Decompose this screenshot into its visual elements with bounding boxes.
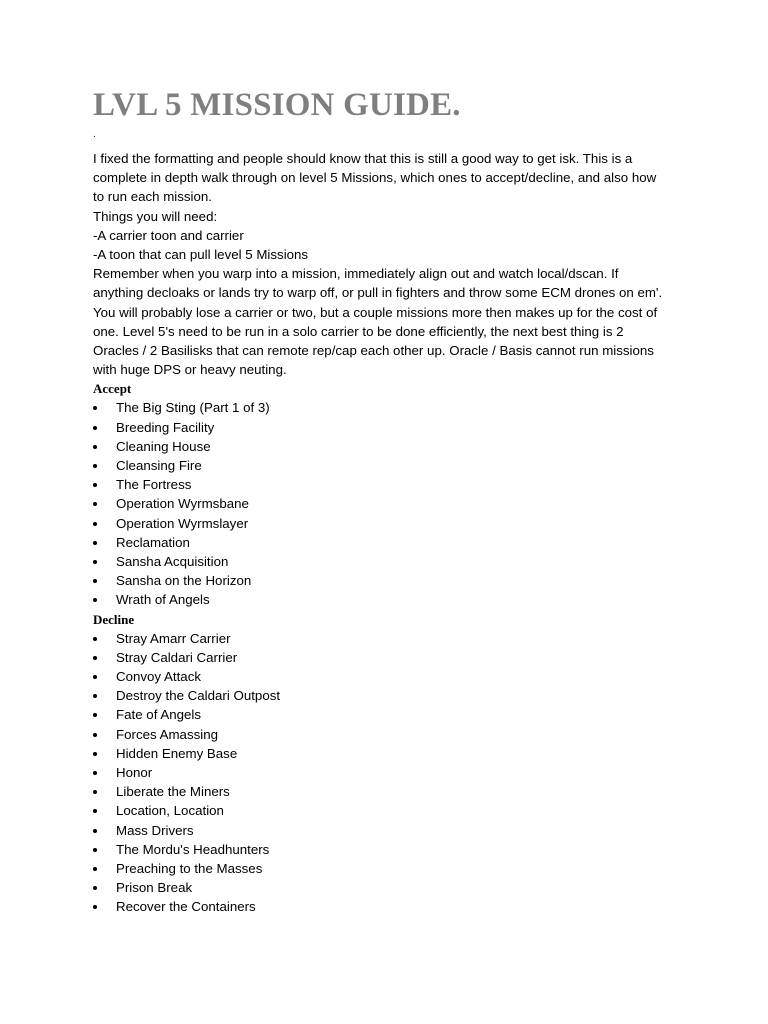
bullet-icon — [93, 897, 105, 916]
intro-line: Things you will need: — [93, 208, 218, 224]
mission-name: Cleansing Fire — [116, 458, 202, 473]
accept-list-item — [93, 398, 693, 417]
mission-name: Hidden Enemy Base — [116, 745, 238, 761]
bullet-icon — [93, 782, 105, 801]
decline-list-item — [93, 821, 693, 840]
accept-list-item — [93, 475, 693, 494]
accept-list-item — [93, 590, 693, 609]
decline-heading: Decline — [93, 611, 135, 627]
decline-list-item — [93, 763, 693, 782]
bullet-icon — [93, 571, 105, 590]
mission-name: Stray Amarr Carrier — [116, 630, 231, 646]
bullet-icon — [93, 686, 105, 705]
bullet-icon — [93, 494, 105, 513]
decline-list-item — [93, 648, 693, 667]
accept-list — [93, 398, 693, 609]
decline-list-item — [93, 801, 693, 820]
mission-name: Preaching to the Masses — [116, 860, 263, 876]
bullet-icon — [93, 821, 105, 840]
intro-line: anything decloaks or lands try to warp off, or pull in fighters and throw some ECM drones on em'. — [93, 285, 663, 301]
bullet-icon — [93, 763, 105, 782]
intro-line: one. Level 5's need to be run in a solo carrier to be done efficiently, the next best thing is 2 — [93, 323, 624, 339]
bullet-icon — [93, 859, 105, 878]
mission-name: Breeding Facility — [116, 419, 215, 435]
intro-line: -A carrier toon and carrier — [93, 227, 244, 243]
accept-list-item — [93, 437, 693, 456]
intro-line: complete in depth walk through on level 5 Missions, which ones to accept/decline, and also how — [93, 170, 657, 186]
mission-name: Wrath of Angels — [116, 592, 210, 608]
mission-name: Reclamation — [116, 534, 190, 550]
bullet-icon — [93, 456, 105, 475]
mission-name: Honor — [116, 765, 153, 780]
bullet-icon — [93, 514, 105, 533]
decline-list — [93, 629, 693, 917]
decline-list-item — [93, 725, 693, 744]
bullet-icon — [93, 418, 105, 437]
bullet-icon — [93, 725, 105, 744]
bullet-icon — [93, 648, 105, 667]
intro-line: You will probably lose a carrier or two, but a couple missions more then makes up for the cost of — [93, 304, 658, 320]
accept-list-item — [93, 533, 693, 552]
mission-name: Sansha on the Horizon — [116, 573, 252, 589]
page-title: LVL 5 MISSION GUIDE. — [93, 87, 461, 123]
intro-line: -A toon that can pull level 5 Missions — [93, 246, 309, 262]
stray-mark: . — [93, 129, 96, 140]
decline-list-item — [93, 686, 693, 705]
intro-line: Oracles / 2 Basilisks that can remote rep/cap each other up. Oracle / Basis cannot run missions — [93, 342, 654, 358]
bullet-icon — [93, 840, 105, 859]
mission-name: Mass Drivers — [116, 822, 194, 838]
intro-line: to run each mission. — [93, 189, 212, 205]
decline-list-item — [93, 859, 693, 878]
accept-list-item — [93, 494, 693, 513]
mission-name: Cleaning House — [116, 438, 211, 454]
intro-line: I fixed the formatting and people should know that this is still a good way to get isk. This is a — [93, 151, 633, 166]
mission-name: Convoy Attack — [116, 669, 201, 685]
mission-name: Location, Location — [116, 803, 224, 819]
mission-name: Forces Amassing — [116, 726, 218, 742]
accept-heading: Accept — [93, 381, 132, 397]
mission-name: The Mordu's Headhunters — [116, 841, 270, 857]
mission-name: Destroy the Caldari Outpost — [116, 688, 281, 704]
bullet-icon — [93, 801, 105, 820]
bullet-icon — [93, 590, 105, 609]
decline-list-item — [93, 744, 693, 763]
bullet-icon — [93, 705, 105, 724]
mission-name: The Fortress — [116, 477, 192, 493]
mission-name: Prison Break — [116, 880, 193, 896]
mission-name: Stray Caldari Carrier — [116, 649, 238, 665]
decline-list-item — [93, 705, 693, 724]
decline-list-item — [93, 782, 693, 801]
decline-list-item — [93, 629, 693, 648]
bullet-icon — [93, 744, 105, 763]
decline-list-item — [93, 878, 693, 897]
accept-list-item — [93, 552, 693, 571]
mission-name: Operation Wyrmsbane — [116, 496, 249, 512]
decline-list-item — [93, 897, 693, 916]
intro-line: Remember when you warp into a mission, immediately align out and watch local/dscan. If — [93, 266, 619, 282]
mission-name: Sansha Acquisition — [116, 553, 229, 569]
mission-name: The Big Sting (Part 1 of 3) — [116, 400, 270, 416]
document-body — [93, 149, 693, 917]
mission-name: Recover the Containers — [116, 899, 256, 915]
mission-name: Operation Wyrmslayer — [116, 515, 249, 531]
bullet-icon — [93, 629, 105, 648]
decline-list-item — [93, 667, 693, 686]
bullet-icon — [93, 667, 105, 686]
intro-line: with huge DPS or heavy neuting. — [93, 362, 287, 378]
bullet-icon — [93, 475, 105, 494]
bullet-icon — [93, 533, 105, 552]
decline-list-item — [93, 840, 693, 859]
accept-list-item — [93, 514, 693, 533]
bullet-icon — [93, 878, 105, 897]
bullet-icon — [93, 437, 105, 456]
mission-name: Fate of Angels — [116, 707, 202, 723]
bullet-icon — [93, 398, 105, 417]
accept-list-item — [93, 456, 693, 475]
accept-list-item — [93, 418, 693, 437]
intro-paragraph — [93, 149, 693, 379]
bullet-icon — [93, 552, 105, 571]
accept-list-item — [93, 571, 693, 590]
mission-name: Liberate the Miners — [116, 784, 230, 800]
